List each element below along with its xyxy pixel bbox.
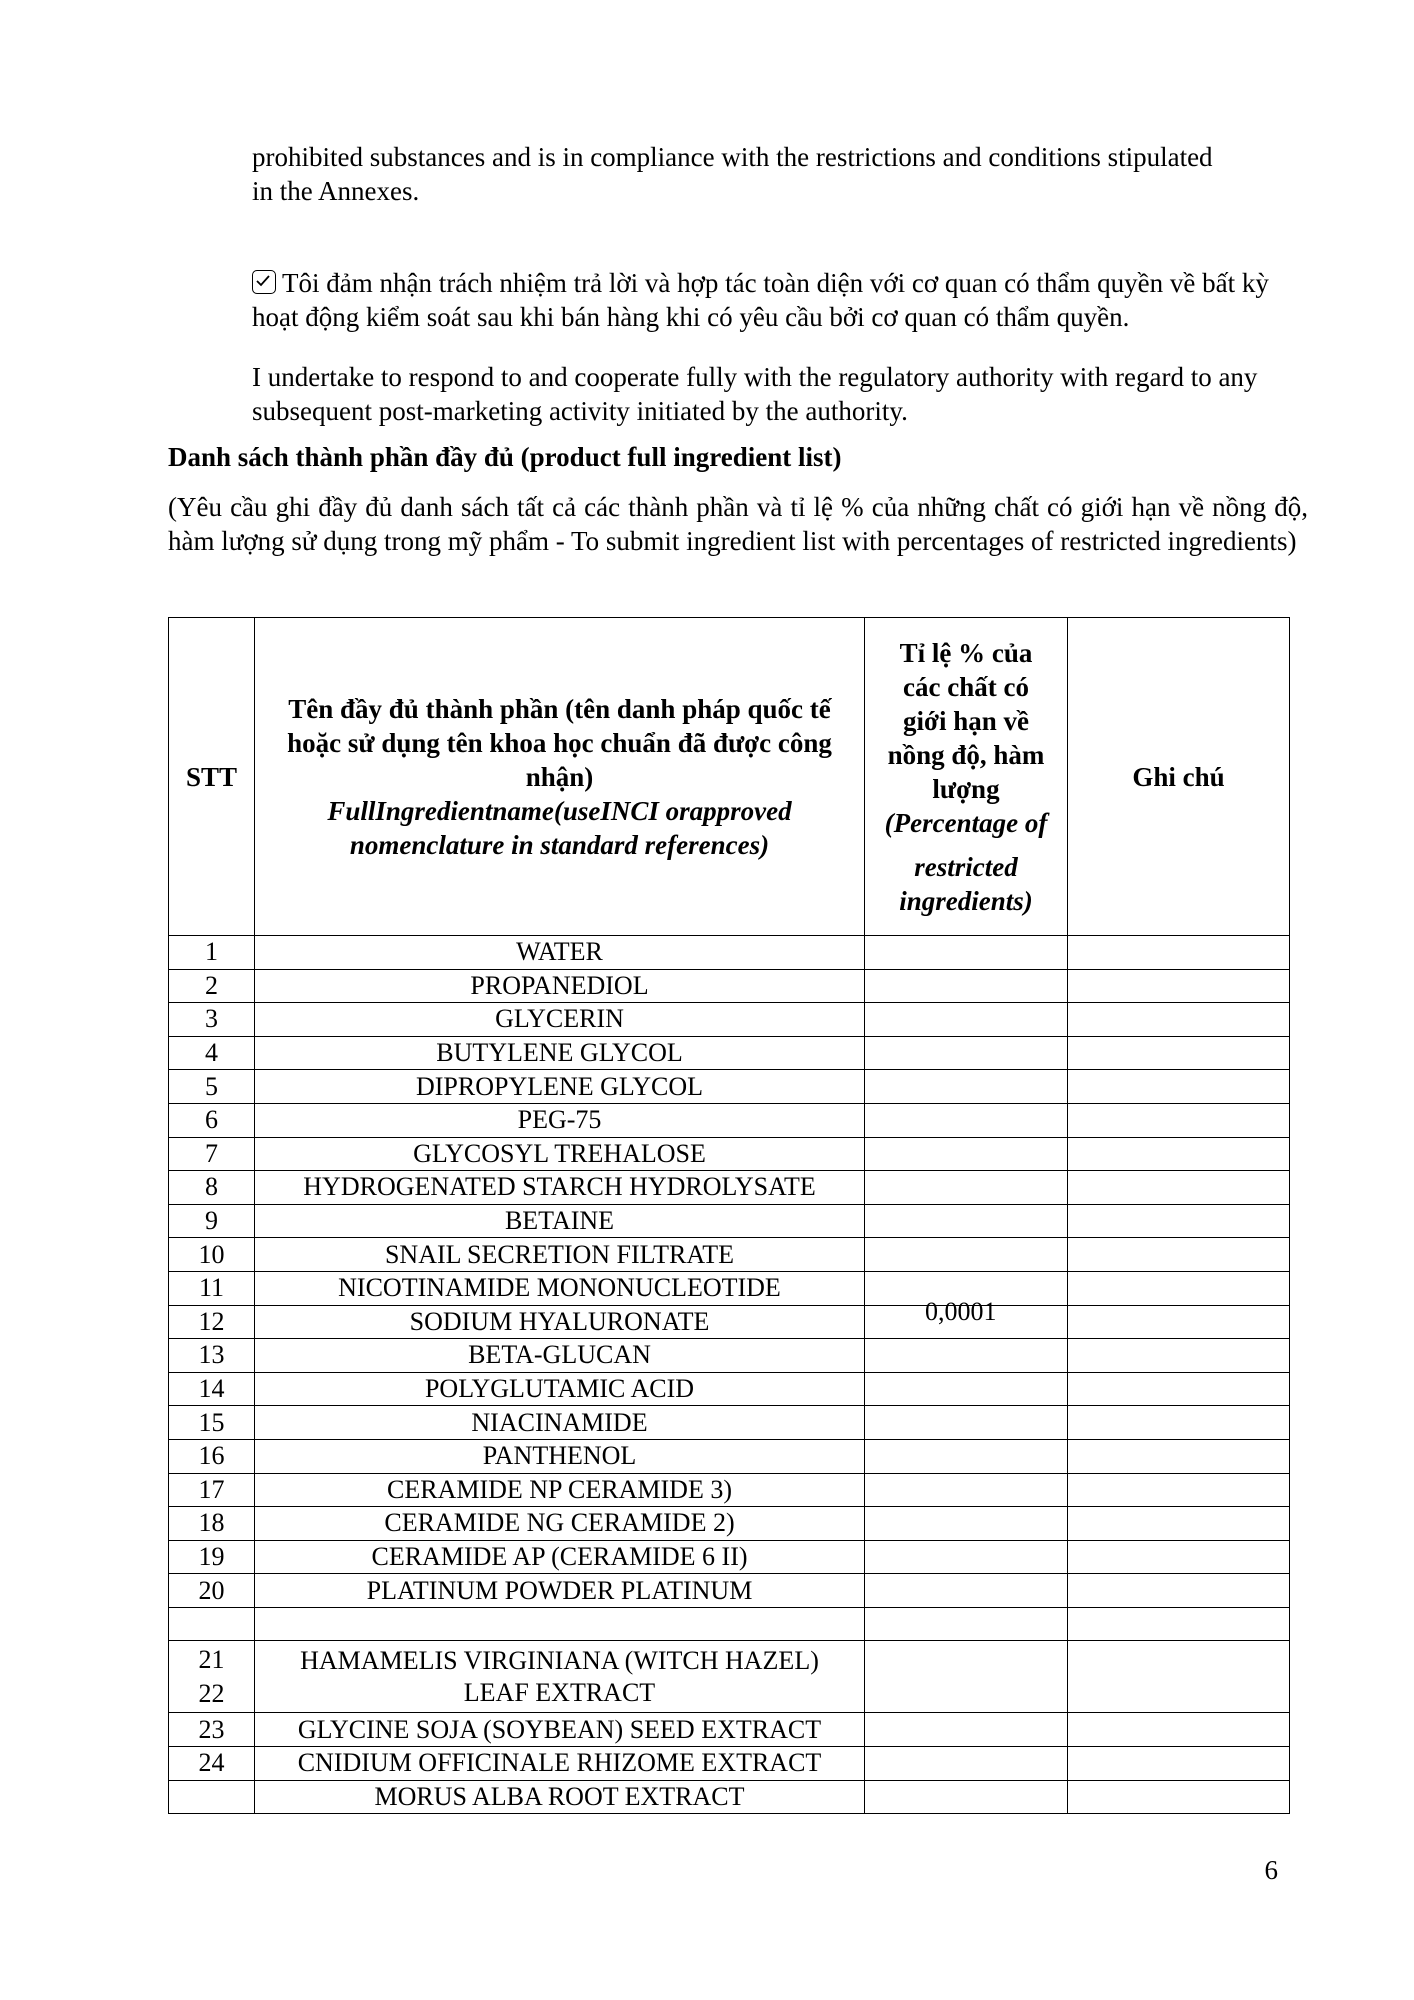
row-note: [1068, 1305, 1290, 1339]
row-stt: 2: [169, 969, 255, 1003]
row-ingredient-name: HYDROGENATED STARCH HYDROLYSATE: [255, 1171, 865, 1205]
row-note: [1068, 1271, 1290, 1305]
row-percentage: [865, 1036, 1068, 1070]
table-row: [169, 1574, 1290, 1608]
row-note: [1068, 1070, 1290, 1104]
row-stt: 14: [169, 1372, 255, 1406]
table-row: [169, 1305, 1290, 1339]
row-note: [1068, 1747, 1290, 1781]
row-ingredient-name: NIACINAMIDE: [255, 1406, 865, 1440]
row-note: [1068, 1439, 1290, 1473]
row-stt: [169, 1641, 255, 1713]
row-percentage: [865, 1713, 1068, 1747]
row-ingredient-name: BUTYLENE GLYCOL: [255, 1036, 865, 1070]
row-percentage: [865, 1540, 1068, 1574]
row-stt: 1: [169, 936, 255, 970]
row-note: [1068, 969, 1290, 1003]
row-ingredient-name: SODIUM HYALURONATE: [255, 1305, 865, 1339]
table-row: [169, 1103, 1290, 1137]
row-stt: [169, 1607, 255, 1641]
row-stt: 18: [169, 1507, 255, 1541]
table-row: [169, 1747, 1290, 1781]
table-row: [169, 936, 1290, 970]
row-ingredient-name: DIPROPYLENE GLYCOL: [255, 1070, 865, 1104]
row-ingredient-name: PROPANEDIOL: [255, 969, 865, 1003]
table-row: [169, 1540, 1290, 1574]
row-note: [1068, 1713, 1290, 1747]
intro-line-2: in the Annexes.: [252, 176, 420, 206]
row-ingredient-name: CNIDIUM OFFICINALE RHIZOME EXTRACT: [255, 1747, 865, 1781]
row-percentage: [865, 1574, 1068, 1608]
header-pct-en-1: (Percentage of: [884, 807, 1048, 838]
row-note: [1068, 1607, 1290, 1641]
row-note: [1068, 1238, 1290, 1272]
row-ingredient-name: [255, 1607, 865, 1641]
row-ingredient-name: NICOTINAMIDE MONONUCLEOTIDE: [255, 1271, 865, 1305]
row-percentage: [865, 1238, 1068, 1272]
declaration-en: I undertake to respond to and cooperate fully with the regulatory authority with regard to any subsequent post-marketing activity initiated by the authority.: [252, 362, 1258, 426]
row-stt: 17: [169, 1473, 255, 1507]
intro-paragraph: [252, 140, 1292, 208]
table-row: [169, 1439, 1290, 1473]
table-row: [169, 1372, 1290, 1406]
row-stt: 13: [169, 1339, 255, 1373]
row-note: [1068, 1641, 1290, 1713]
row-note: [1068, 1473, 1290, 1507]
ingredient-table: [168, 617, 1290, 1814]
percentage-value: 0,0001: [925, 1297, 997, 1326]
row-stt: 16: [169, 1439, 255, 1473]
header-name-en: FullIngredientname(useINCI orapproved nomenclature in standard references): [327, 795, 792, 860]
row-percentage: [865, 1473, 1068, 1507]
row-ingredient-name: PANTHENOL: [255, 1439, 865, 1473]
row-percentage: [865, 1780, 1068, 1814]
row-percentage: [865, 969, 1068, 1003]
row-note: [1068, 1204, 1290, 1238]
row-stt: 20: [169, 1574, 255, 1608]
row-percentage: [865, 1171, 1068, 1205]
row-ingredient-name: SNAIL SECRETION FILTRATE: [255, 1238, 865, 1272]
row-percentage: [865, 1204, 1068, 1238]
row-note: [1068, 1507, 1290, 1541]
header-percentage: [865, 618, 1068, 936]
table-row: [169, 1406, 1290, 1440]
row-stt: 23: [169, 1713, 255, 1747]
row-stt: 12: [169, 1305, 255, 1339]
table-row: [169, 1339, 1290, 1373]
row-percentage: [865, 1372, 1068, 1406]
row-stt: 15: [169, 1406, 255, 1440]
row-ingredient-name: PEG-75: [255, 1103, 865, 1137]
row-stt: 5: [169, 1070, 255, 1104]
table-row: [169, 1713, 1290, 1747]
table-row: [169, 1641, 1290, 1713]
intro-line-1: prohibited substances and is in compliance with the restrictions and conditions stipulated: [252, 142, 1213, 172]
row-percentage: [865, 1507, 1068, 1541]
row-ingredient-name: GLYCINE SOJA (SOYBEAN) SEED EXTRACT: [255, 1713, 865, 1747]
section-heading: Danh sách thành phần đầy đủ (product full ingredient list): [168, 442, 842, 472]
row-ingredient-name: CERAMIDE NG CERAMIDE 2): [255, 1507, 865, 1541]
row-stt: 4: [169, 1036, 255, 1070]
row-stt-a: 21: [198, 1644, 225, 1674]
row-stt: 3: [169, 1003, 255, 1037]
row-note: [1068, 1171, 1290, 1205]
row-note: [1068, 936, 1290, 970]
table-row: [169, 1137, 1290, 1171]
table-row: [169, 1003, 1290, 1037]
row-stt-b: 22: [198, 1678, 225, 1708]
row-percentage: [865, 1747, 1068, 1781]
row-note: [1068, 1540, 1290, 1574]
row-ingredient-name: WATER: [255, 936, 865, 970]
row-stt: 8: [169, 1171, 255, 1205]
row-percentage: [865, 1439, 1068, 1473]
row-percentage: [865, 1607, 1068, 1641]
row-ingredient-name: PLATINUM POWDER PLATINUM: [255, 1574, 865, 1608]
row-stt: 7: [169, 1137, 255, 1171]
row-note: [1068, 1406, 1290, 1440]
row-ingredient-name: CERAMIDE AP (CERAMIDE 6 II): [255, 1540, 865, 1574]
table-row: [169, 1473, 1290, 1507]
table-row: [169, 1507, 1290, 1541]
header-stt: STT: [169, 618, 255, 936]
header-name-vi: Tên đầy đủ thành phần (tên danh pháp quốc tế hoặc sử dụng tên khoa học chuẩn đã được công nhận): [287, 693, 832, 792]
row-note: [1068, 1137, 1290, 1171]
section-instruction: (Yêu cầu ghi đầy đủ danh sách tất cả các thành phần và tỉ lệ % của những chất có giới hạn về nồng độ, hàm lượng sử dụng trong mỹ phẩm - To submit ingredient list with percentages of restricted ingredients): [168, 492, 1308, 556]
header-pct-vi: Tỉ lệ % của các chất có giới hạn về nồng độ, hàm lượng: [887, 637, 1045, 804]
row-percentage: [865, 936, 1068, 970]
table-row: [169, 1171, 1290, 1205]
row-stt: [169, 1780, 255, 1814]
table-row: [169, 1070, 1290, 1104]
row-percentage: [865, 1103, 1068, 1137]
row-ingredient-name: CERAMIDE NP CERAMIDE 3): [255, 1473, 865, 1507]
row-stt: 19: [169, 1540, 255, 1574]
row-percentage: [865, 1406, 1068, 1440]
page-number: 6: [1264, 1855, 1278, 1885]
table-row: [169, 1204, 1290, 1238]
row-stt: 11: [169, 1271, 255, 1305]
row-ingredient-name: BETA-GLUCAN: [255, 1339, 865, 1373]
row-percentage: [865, 1641, 1068, 1713]
header-ingredient-name: [255, 618, 865, 936]
checkbox-checked-icon[interactable]: [252, 270, 276, 294]
row-ingredient-name: HAMAMELIS VIRGINIANA (WITCH HAZEL) LEAF EXTRACT: [255, 1641, 865, 1713]
row-note: [1068, 1036, 1290, 1070]
row-stt: 24: [169, 1747, 255, 1781]
row-note: [1068, 1574, 1290, 1608]
table-row: [169, 1607, 1290, 1641]
table-row: [169, 1271, 1290, 1305]
row-stt: 9: [169, 1204, 255, 1238]
row-ingredient-name: MORUS ALBA ROOT EXTRACT: [255, 1780, 865, 1814]
row-ingredient-name: POLYGLUTAMIC ACID: [255, 1372, 865, 1406]
header-note: Ghi chú: [1068, 618, 1290, 936]
row-note: [1068, 1003, 1290, 1037]
declaration-vi-text: Tôi đảm nhận trách nhiệm trả lời và hợp tác toàn diện với cơ quan có thẩm quyền về bất kỳ hoạt động kiểm soát sau khi bán hàng khi có yêu cầu bởi cơ quan có thẩm quyền.: [252, 268, 1269, 332]
table-header-row: [169, 618, 1290, 936]
row-stt: 6: [169, 1103, 255, 1137]
row-stt: 10: [169, 1238, 255, 1272]
table-row: [169, 969, 1290, 1003]
header-pct-en-2: restricted ingredients): [899, 851, 1033, 916]
table-row: [169, 1780, 1290, 1814]
row-percentage: [865, 1137, 1068, 1171]
declaration-vi: [252, 266, 1292, 334]
row-note: [1068, 1339, 1290, 1373]
table-row: [169, 1238, 1290, 1272]
row-ingredient-name: GLYCOSYL TREHALOSE: [255, 1137, 865, 1171]
row-ingredient-name: BETAINE: [255, 1204, 865, 1238]
row-note: [1068, 1103, 1290, 1137]
row-percentage: [865, 1070, 1068, 1104]
table-row: [169, 1036, 1290, 1070]
row-ingredient-name: GLYCERIN: [255, 1003, 865, 1037]
row-percentage: [865, 1339, 1068, 1373]
row-note: [1068, 1372, 1290, 1406]
row-note: [1068, 1780, 1290, 1814]
row-percentage: [865, 1003, 1068, 1037]
